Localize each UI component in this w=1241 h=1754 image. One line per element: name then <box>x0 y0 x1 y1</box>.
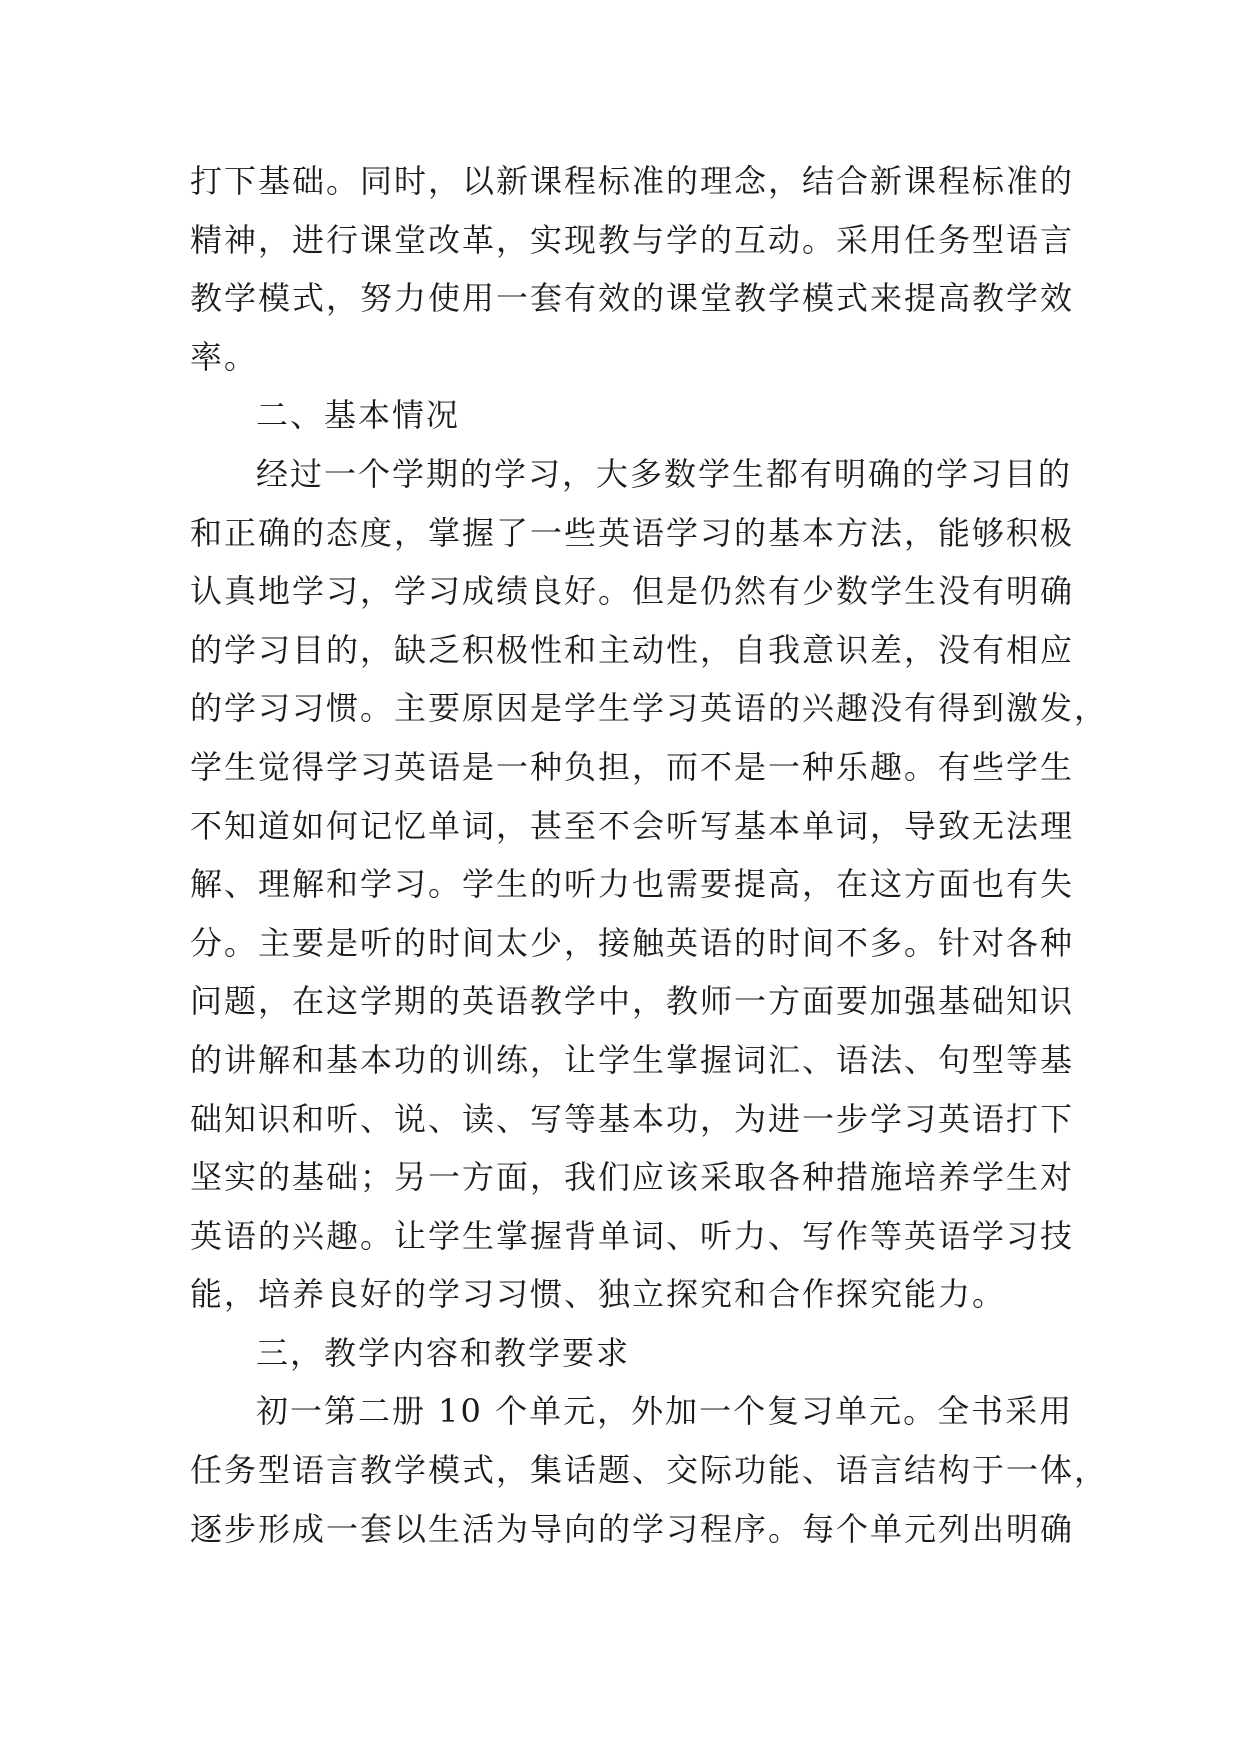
paragraph-line: 不知道如何记忆单词，甚至不会听写基本单词，导致无法理 <box>190 806 1075 845</box>
paragraph-line: 率。 <box>190 337 259 376</box>
paragraph-line: 能，培养良好的学习习惯、独立探究和合作探究能力。 <box>190 1275 1007 1314</box>
section-heading: 三，教学内容和教学要求 <box>256 1333 631 1372</box>
paragraph-line: 任务型语言教学模式，集话题、交际功能、语言结构于一体， <box>190 1451 1109 1490</box>
paragraph-line: 分。主要是听的时间太少，接触英语的时间不多。针对各种 <box>190 923 1075 962</box>
paragraph-line: 经过一个学期的学习，大多数学生都有明确的学习目的 <box>256 454 1073 493</box>
paragraph-line: 解、理解和学习。学生的听力也需要提高，在这方面也有失 <box>190 865 1075 904</box>
paragraph-line: 精神，进行课堂改革，实现教与学的互动。采用任务型语言 <box>190 220 1075 259</box>
paragraph-line: 的讲解和基本功的训练，让学生掌握词汇、语法、句型等基 <box>190 1040 1075 1079</box>
paragraph-line: 认真地学习，学习成绩良好。但是仍然有少数学生没有明确 <box>190 572 1075 611</box>
paragraph-line: 英语的兴趣。让学生掌握背单词、听力、写作等英语学习技 <box>190 1216 1075 1255</box>
paragraph-line: 的学习习惯。主要原因是学生学习英语的兴趣没有得到激发， <box>190 689 1109 728</box>
paragraph-line: 础知识和听、说、读、写等基本功，为进一步学习英语打下 <box>190 1099 1075 1138</box>
paragraph-line: 逐步形成一套以生活为导向的学习程序。每个单元列出明确 <box>190 1509 1075 1548</box>
paragraph-line: 教学模式，努力使用一套有效的课堂教学模式来提高教学效 <box>190 279 1075 318</box>
document-body <box>190 152 1109 1558</box>
paragraph-line: 问题，在这学期的英语教学中，教师一方面要加强基础知识 <box>190 982 1075 1021</box>
paragraph-line: 坚实的基础；另一方面，我们应该采取各种措施培养学生对 <box>190 1158 1075 1197</box>
paragraph-line: 的学习目的，缺乏积极性和主动性，自我意识差，没有相应 <box>190 630 1075 669</box>
paragraph-line: 打下基础。同时，以新课程标准的理念，结合新课程标准的 <box>190 162 1075 200</box>
section-heading: 二、基本情况 <box>256 396 461 435</box>
paragraph-line: 学生觉得学习英语是一种负担，而不是一种乐趣。有些学生 <box>190 747 1075 786</box>
paragraph-line: 初一第二册 10 个单元，外加一个复习单元。全书采用 <box>256 1392 1074 1431</box>
paragraph-line: 和正确的态度，掌握了一些英语学习的基本方法，能够积极 <box>190 513 1075 552</box>
